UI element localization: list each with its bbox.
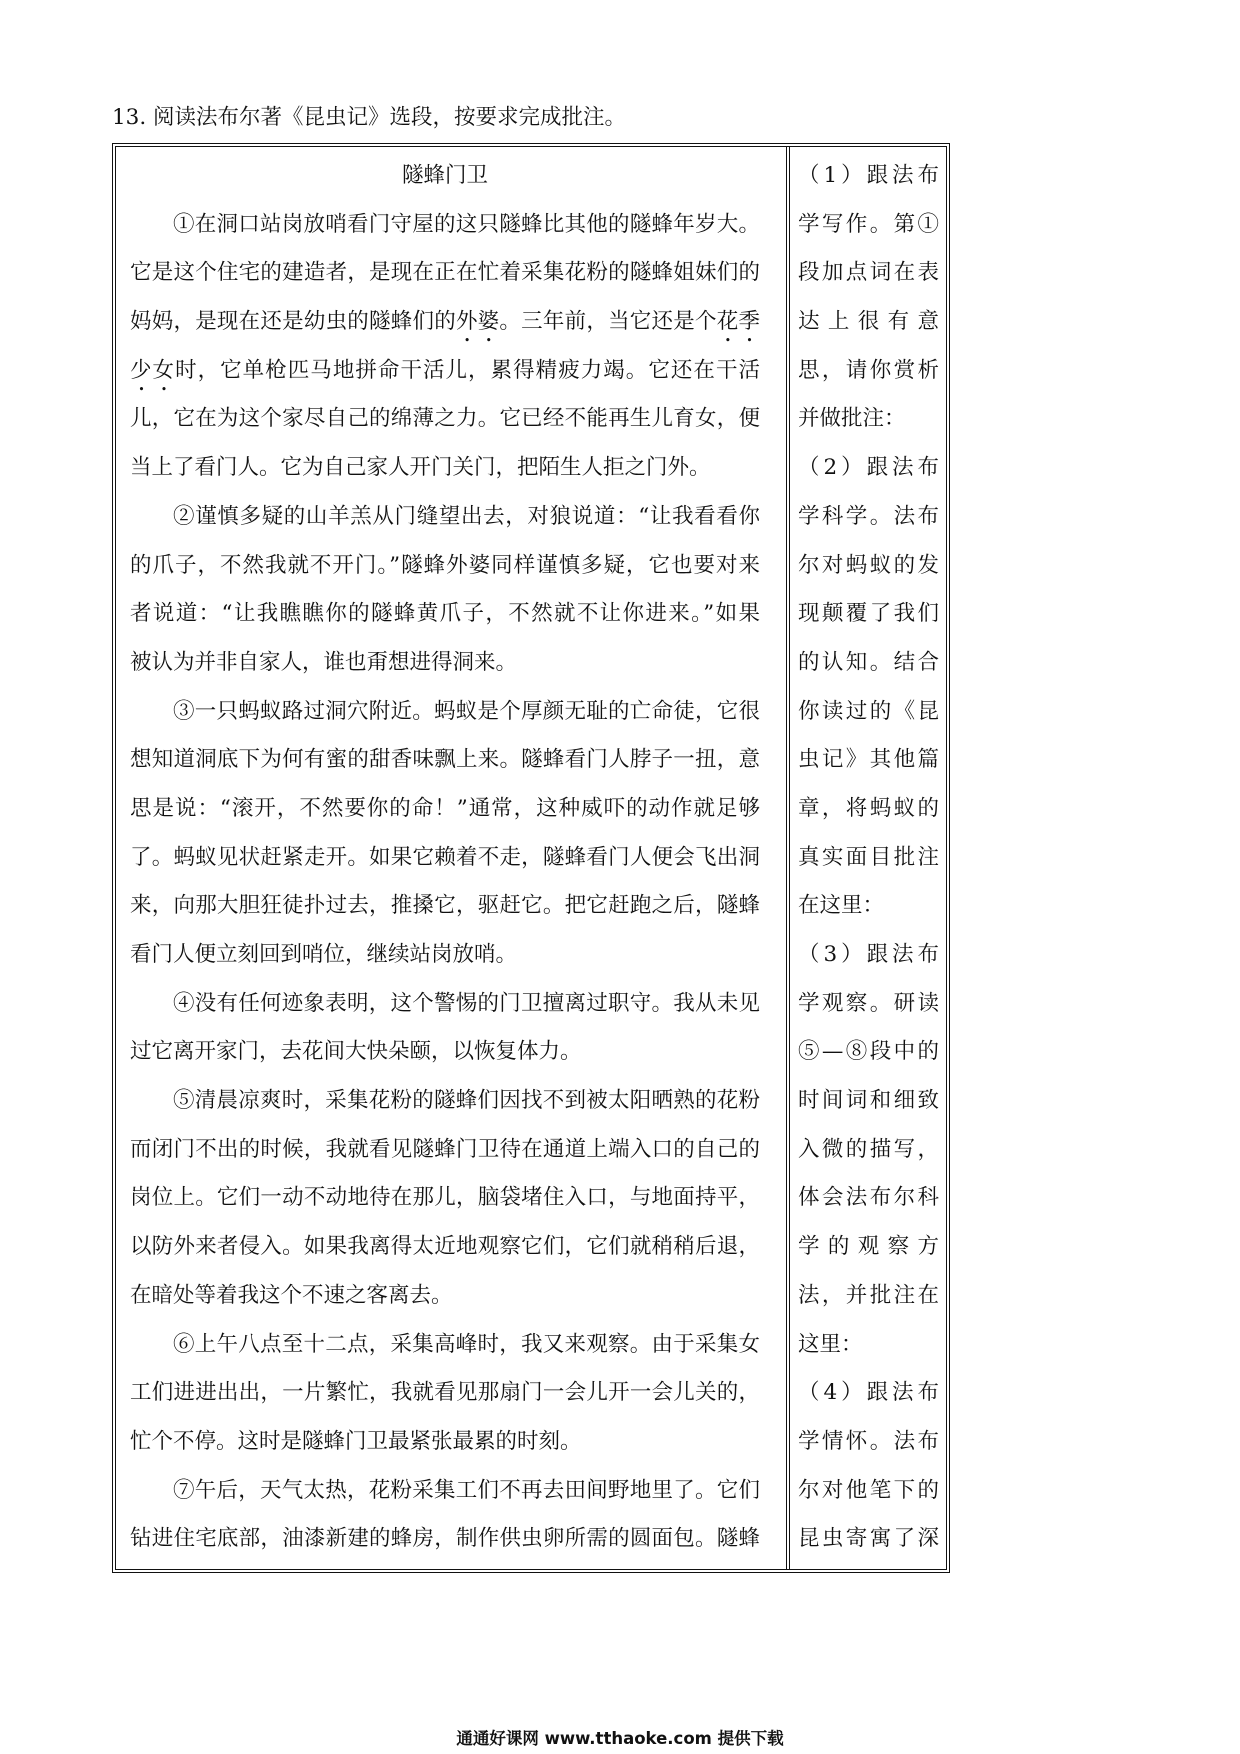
annotation-line: 学情怀。法布 — [798, 1428, 939, 1454]
annotation-line: 并做批注： — [798, 406, 906, 432]
annotation-prompt — [798, 931, 939, 1369]
annotation-line: 真实面目批注 — [798, 844, 939, 870]
passage-paragraph — [130, 1077, 760, 1320]
passage-line: 以防外来者侵入。如果我离得太近地观察它们，它们就稍稍后退， — [130, 1234, 760, 1260]
annotation-line: 现颠覆了我们 — [798, 601, 939, 627]
passage-line — [130, 347, 760, 396]
passage-line — [130, 298, 760, 347]
annotation-line: ⑤—⑧段中的 — [798, 1039, 939, 1065]
annotation-line: 思，请你赏析 — [798, 357, 939, 383]
passage-paragraph — [130, 201, 760, 493]
annotation-prompt — [798, 1369, 939, 1564]
passage-line: 当上了看门人。它为自己家人开门关门，把陌生人拒之门外。 — [130, 455, 711, 481]
annotation-line: 学的观察方 — [798, 1234, 939, 1260]
annotation-line: （3）跟法布 — [798, 942, 939, 967]
annotation-line: 你读过的《昆 — [798, 698, 939, 724]
passage-paragraph — [130, 1321, 760, 1467]
passage-paragraph — [130, 1467, 760, 1564]
annotation-line: （4）跟法布 — [798, 1380, 939, 1406]
passage-line: ⑤清晨凉爽时，采集花粉的隧蜂们因找不到被太阳晒熟的花粉 — [173, 1088, 760, 1114]
question-title: 13. 阅读法布尔著《昆虫记》选段，按要求完成批注。 — [112, 105, 627, 130]
annotation-line: 尔对蚂蚁的发 — [798, 552, 939, 578]
annotation-line: 法，并批注在 — [798, 1282, 939, 1308]
passage-line: 它是这个住宅的建造者，是现在正在忙着采集花粉的隧蜂姐妹们的 — [130, 260, 760, 286]
annotation-line: 虫记》其他篇 — [798, 747, 939, 773]
passage-line: 儿，它在为这个家尽自己的绵薄之力。它已经不能再生儿育女，便 — [130, 406, 760, 432]
passage-line: ④没有任何迹象表明，这个警惕的门卫擅离过职守。我从未见 — [173, 990, 760, 1016]
annotation-line: 时间词和细致 — [798, 1088, 939, 1114]
annotation-cell — [798, 152, 939, 1564]
annotation-line: 昆虫寄寓了深 — [798, 1526, 939, 1552]
passage-line: 被认为并非自家人，谁也甭想进得洞来。 — [130, 649, 518, 675]
annotation-line: 学观察。研读 — [798, 990, 939, 1016]
annotation-line: （2）跟法布 — [798, 455, 939, 481]
passage-title: 隧蜂门卫 — [401, 163, 488, 188]
annotation-line: 段加点词在表 — [798, 260, 939, 286]
passage-paragraph — [130, 980, 760, 1077]
annotation-line: 学科学。法布 — [798, 503, 939, 529]
text-run: 妈妈，是现在还是幼虫的隧蜂们的 — [130, 309, 456, 335]
text-run: 。三年前，当它还是个 — [499, 309, 717, 335]
passage-line: 忙个不停。这时是隧蜂门卫最紧张最累的时刻。 — [130, 1428, 582, 1454]
annotation-line: 章，将蚂蚁的 — [798, 795, 939, 821]
passage-line: 想知道洞底下为何有蜜的甜香味飘上来。隧蜂看门人脖子一扭，意 — [130, 747, 760, 773]
passage-line: 钻进住宅底部，油漆新建的蜂房，制作供虫卵所需的圆面包。隧蜂 — [130, 1526, 760, 1552]
footer-watermark: 通通好课网 www.tthaoke.com 提供下载 — [456, 1729, 784, 1748]
annotation-line: （1）跟法布 — [798, 163, 939, 188]
passage-line: 工们进进出出，一片繁忙，我就看见那扇门一会儿开一会儿关的， — [130, 1380, 760, 1406]
passage-line: ⑥上午八点至十二点，采集高峰时，我又来观察。由于采集女 — [173, 1331, 760, 1357]
passage-line: 在暗处等着我这个不速之客离去。 — [130, 1282, 453, 1308]
annotation-prompt — [798, 444, 939, 931]
passage-line: 而闭门不出的时候，我就看见隧蜂门卫待在通道上端入口的自己的 — [130, 1136, 760, 1162]
passage-line: ⑦午后，天气太热，花粉采集工们不再去田间野地里了。它们 — [173, 1477, 760, 1503]
passage-line: 过它离开家门，去花间大快朵颐，以恢复体力。 — [130, 1039, 582, 1065]
passage-line: 者说道：“让我瞧瞧你的隧蜂黄爪子，不然就不让你进来。”如果 — [130, 601, 760, 627]
passage-paragraph — [130, 493, 760, 688]
passage-line: 看门人便立刻回到哨位，继续站岗放哨。 — [130, 942, 518, 967]
annotation-prompt — [798, 152, 939, 444]
passage-line: 思是说：“滚开，不然要你的命！”通常，这种威吓的动作就足够 — [130, 795, 760, 821]
annotation-line: 学写作。第① — [798, 211, 939, 237]
passage-line: 岗位上。它们一动不动地待在那儿，脑袋堵住入口，与地面持平， — [130, 1185, 760, 1211]
annotation-line: 尔对他笔下的 — [798, 1477, 939, 1503]
passage-line: ③一只蚂蚁路过洞穴附近。蚂蚁是个厚颜无耻的亡命徒，它很 — [173, 698, 760, 724]
annotation-line: 在这里： — [798, 893, 885, 919]
text-run: 时，它单枪匹马地拼命干活儿，累得精疲力竭。它还在干活 — [175, 357, 760, 383]
emphasis-word: 少女 — [130, 357, 176, 383]
annotation-line: 这里： — [798, 1331, 863, 1357]
passage-paragraph — [130, 688, 760, 980]
annotation-line: 达上很有意 — [798, 309, 939, 335]
annotation-line: 的认知。结合 — [798, 649, 939, 675]
annotation-table — [112, 143, 950, 1573]
annotation-line: 体会法布尔科 — [798, 1185, 939, 1211]
passage-line: ①在洞口站岗放哨看门守屋的这只隧蜂比其他的隧蜂年岁大。 — [173, 211, 760, 237]
passage-cell — [130, 152, 760, 1564]
passage-line: 的爪子，不然我就不开门。”隧蜂外婆同样谨慎多疑，它也要对来 — [130, 552, 760, 578]
passage-line: ②谨慎多疑的山羊羔从门缝望出去，对狼说道：“让我看看你 — [173, 503, 760, 529]
emphasis-word: 花季 — [716, 309, 760, 335]
emphasis-word: 外婆 — [455, 309, 500, 335]
annotation-line: 入微的描写， — [798, 1136, 939, 1162]
passage-line: 来，向那大胆狂徒扑过去，推搡它，驱赶它。把它赶跑之后，隧蜂 — [130, 893, 760, 919]
passage-line: 了。蚂蚁见状赶紧走开。如果它赖着不走，隧蜂看门人便会飞出洞 — [130, 844, 760, 870]
column-divider — [786, 147, 790, 1569]
